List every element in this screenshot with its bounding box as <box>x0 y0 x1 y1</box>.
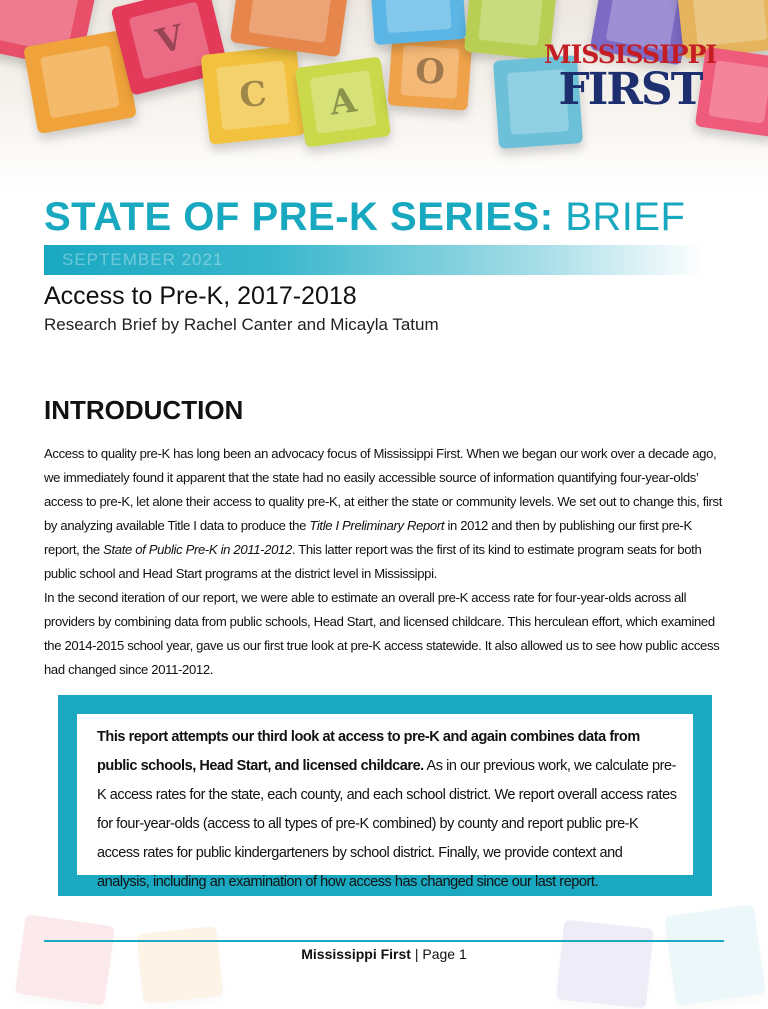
byline: Research Brief by Rachel Canter and Micayla Tatum <box>44 315 439 334</box>
letter-block: O <box>388 33 473 110</box>
date-banner <box>44 245 704 275</box>
logo-text-top: MISSISSIPPI <box>543 40 717 69</box>
footer-divider <box>44 940 724 942</box>
letter-block: A <box>295 56 391 147</box>
callout-inner <box>77 714 693 890</box>
section-heading-introduction: INTRODUCTION <box>44 395 244 425</box>
letter-block <box>230 0 350 57</box>
report-citation-title-i: Title I Preliminary Report <box>309 518 445 533</box>
intro-paragraph-1 <box>44 442 724 586</box>
callout-text <box>97 723 677 897</box>
page-footer <box>0 944 768 964</box>
callout-body-text: As in our previous work, we calculate pre-K access rates for the state, each county, and each school district. We report overall access rates for four-year-olds (access to all types of pre-K combined) by county and report public pre-K access rates for public kindergarteners by school district. Finally, we provide context and analysis, including an examination of how access has changed since our last report. <box>97 758 677 890</box>
letter-block: V <box>111 0 230 96</box>
mississippi-first-logo <box>540 40 720 118</box>
callout-box <box>58 695 712 896</box>
letter-block <box>370 0 467 45</box>
report-title: Access to Pre-K, 2017-2018 <box>44 282 357 310</box>
letter-block: C <box>201 45 306 145</box>
series-title-bold: STATE OF PRE-K SERIES: <box>44 195 554 239</box>
footer-org-name: Mississippi First <box>301 946 411 962</box>
footer-page-number: Page 1 <box>422 946 467 962</box>
footer-separator: | <box>410 946 423 962</box>
series-title-light: BRIEF <box>565 195 686 239</box>
report-citation-state-of-public-prek: State of Public Pre-K in 2011-2012 <box>103 542 292 557</box>
logo-text-bottom: FIRST <box>558 64 702 115</box>
series-title <box>44 192 685 242</box>
paragraph-text: . This latter report was the first of its kind to estimate program seats for both public school and Head Start programs at the district level in Mississippi. <box>44 542 702 581</box>
paragraph-text: Access to quality pre-K has long been an advocacy focus of Mississippi First. When we began our work over a decade ago, we immediately found it apparent that the state had no easily accessible source of information quantifying four-year-olds’ access to pre-K, let alone their access to quality pre-K, at either the state or community levels. We set out to change this, first by analyzing available Title I data to produce the <box>44 446 723 533</box>
publication-date: SEPTEMBER 2021 <box>62 250 224 269</box>
callout-bold-text: This report attempts our third look at access to pre-K and again combines data from public schools, Head Start, and licensed childcare. <box>97 729 640 774</box>
paragraph-text: in 2012 and then by publishing our first pre-K report, the <box>44 518 692 557</box>
intro-paragraph-2: In the second iteration of our report, we were able to estimate an overall pre-K access rate for four-year-olds across all providers by combining data from public schools, Head Start, and licensed childcare. This herculean effort, which examined the 2014-2015 school year, gave us our first true look at pre-K access statewide. It also allowed us to see how public access had changed since 2011-2012. <box>44 590 720 677</box>
